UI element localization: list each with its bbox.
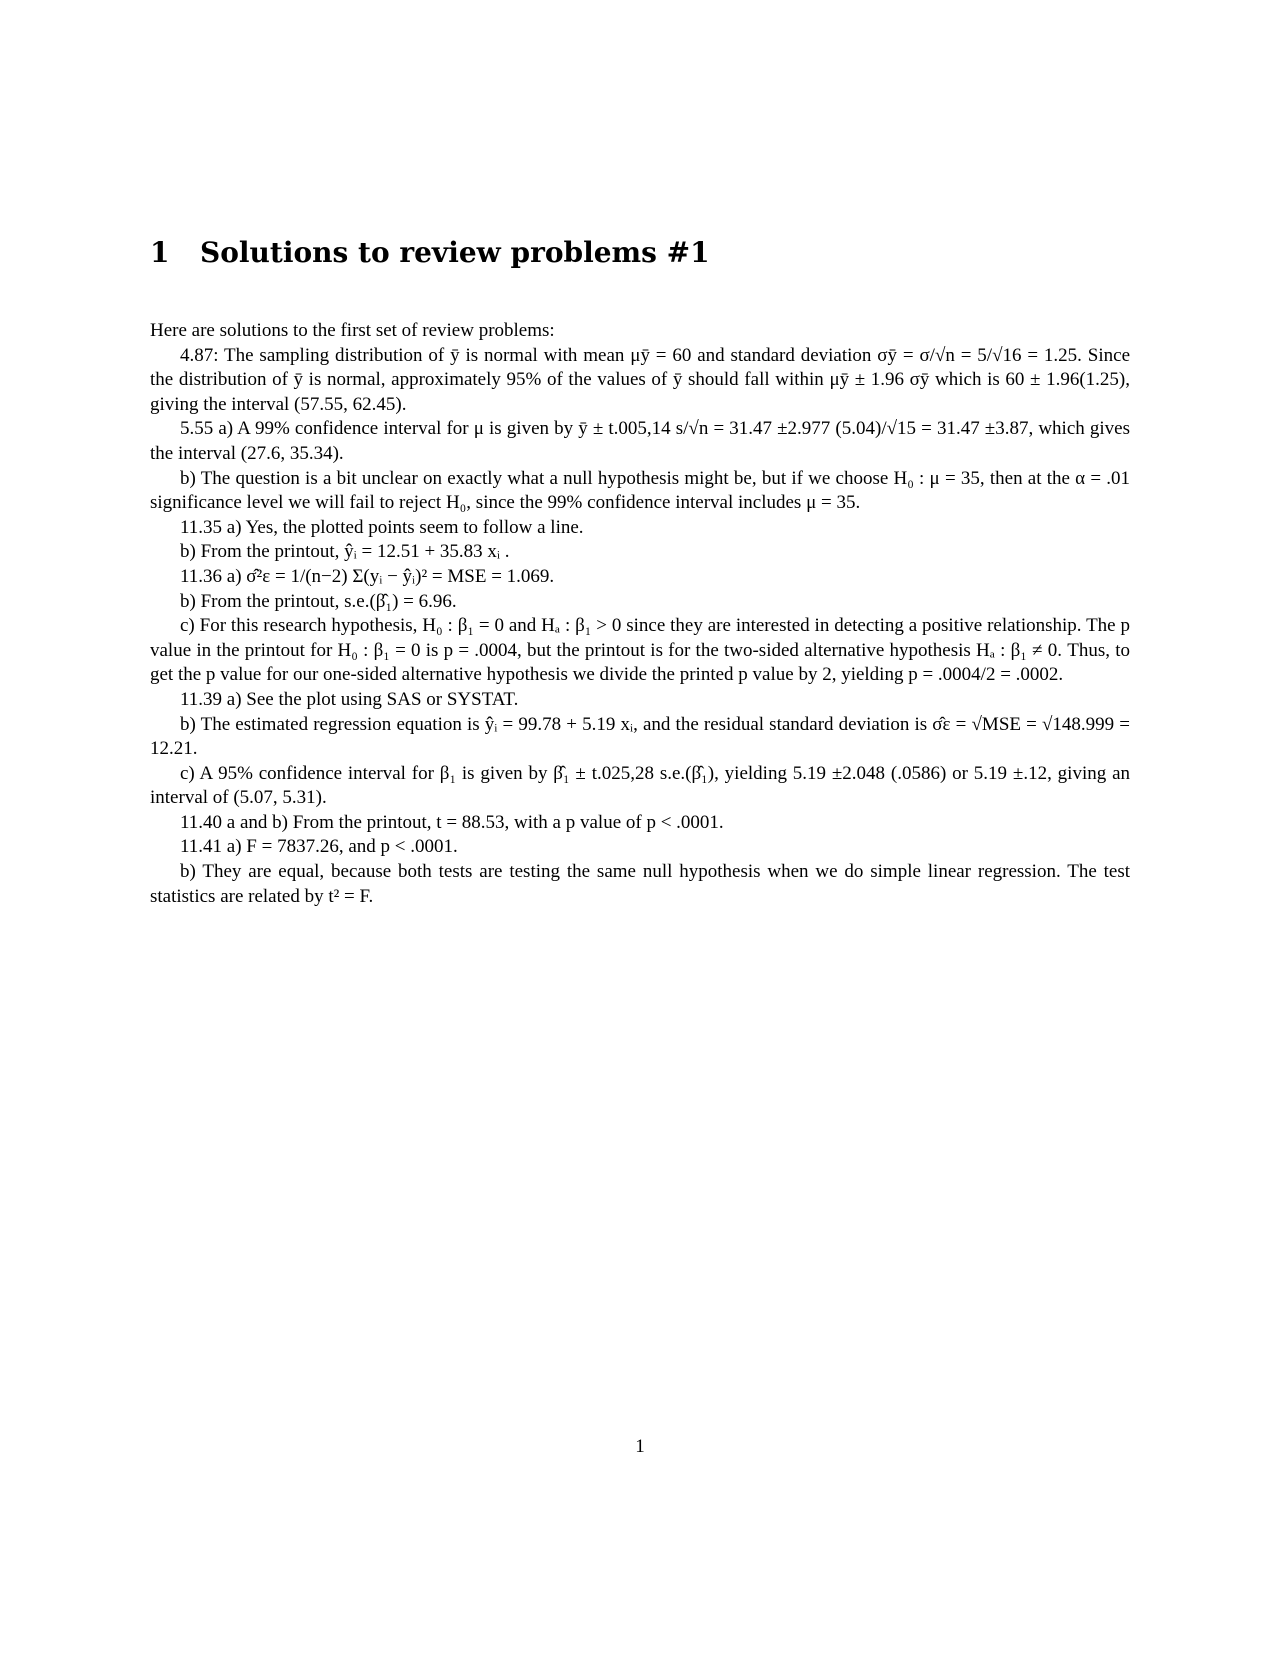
paragraph-11-36-c: c) For this research hypothesis, H₀ : β₁ = 0 and Hₐ : β₁ > 0 since they are interested in detecting a positive relationship. The p value in the printout for H₀ : β₁ = 0 is p = .0004, but the printout is for the two-sided alternative hypothesis Hₐ : β₁ ≠ 0. Thus, to get the p value for our one-sided alternative hypothesis we divide the printed p value by 2, yielding p = .0004/2 = .0002.	[150, 615, 1130, 686]
section-number: 1	[150, 236, 170, 269]
paragraph-11-35-a: 11.35 a) Yes, the plotted points seem to follow a line.	[180, 516, 584, 538]
paragraph-5-55-a: 5.55 a) A 99% confidence interval for μ is given by ȳ ± t.005,14 s/√n = 31.47 ±2.977 (5.04)/√15 = 31.47 ±3.87, which gives the interval (27.6, 35.34).	[150, 418, 1130, 464]
paragraph-11-39-b: b) The estimated regression equation is ŷᵢ = 99.78 + 5.19 xᵢ, and the residual standard deviation is σ̂ε = √MSE = √148.999 = 12.21.	[150, 713, 1130, 760]
paragraph-intro: Here are solutions to the first set of review problems:	[150, 320, 555, 341]
paragraph-11-39-c: c) A 95% confidence interval for β₁ is given by β̂₁ ± t.025,28 s.e.(β̂₁), yielding 5.19 ±2.048 (.0586) or 5.19 ±.12, giving an interval of (5.07, 5.31).	[150, 762, 1130, 809]
page-number: 1	[635, 1436, 645, 1457]
body-text	[150, 319, 1130, 909]
section-heading	[150, 236, 1130, 269]
paragraph-11-40: 11.40 a and b) From the printout, t = 88.53, with a p value of p < .0001.	[180, 811, 724, 833]
section-title: Solutions to review problems #1	[200, 236, 710, 269]
paragraph-11-36-b: b) From the printout, s.e.(β̂₁) = 6.96.	[180, 590, 457, 612]
paragraph-11-39-a: 11.39 a) See the plot using SAS or SYSTAT.	[180, 688, 519, 710]
page-content	[150, 236, 1130, 909]
paragraph-11-36-a: 11.36 a) σ̂²ε = 1/(n−2) Σ(yᵢ − ŷᵢ)² = MSE = 1.069.	[180, 565, 555, 587]
paragraph-11-35-b: b) From the printout, ŷᵢ = 12.51 + 35.83 xᵢ .	[180, 541, 510, 563]
paragraph-5-55-b: b) The question is a bit unclear on exactly what a null hypothesis might be, but if we choose H₀ : μ = 35, then at the α = .01 significance level we will fail to reject H₀, since the 99% confidence interval includes μ = 35.	[150, 467, 1130, 514]
paragraph-11-41-b: b) They are equal, because both tests are testing the same null hypothesis when we do simple linear regression. The test statistics are related by t² = F.	[150, 861, 1130, 907]
paragraph-11-41-a: 11.41 a) F = 7837.26, and p < .0001.	[180, 836, 458, 858]
paragraph-4-87: 4.87: The sampling distribution of ȳ is normal with mean μȳ = 60 and standard deviation σȳ = σ/√n = 5/√16 = 1.25. Since the distribution of ȳ is normal, approximately 95% of the values of ȳ should fall within μȳ ± 1.96 σȳ which is 60 ± 1.96(1.25), giving the interval (57.55, 62.45).	[150, 344, 1130, 415]
